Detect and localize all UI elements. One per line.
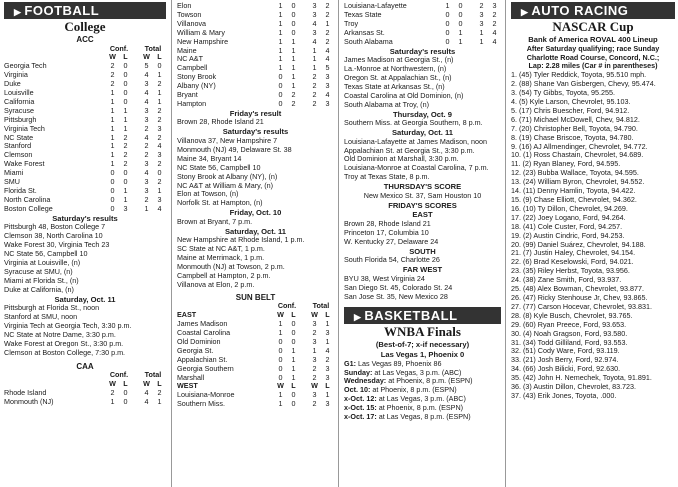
list-item: 15. (9) Chase Elliott, Chevrolet, 94.362. xyxy=(511,195,637,204)
list-item: Stanford at SMU, noon xyxy=(4,312,78,322)
acc-heading: ACC xyxy=(76,35,94,44)
info-line: After Saturday qualifying; race Sunday xyxy=(526,43,660,53)
east-heading: EAST xyxy=(412,210,433,220)
column-1 xyxy=(0,0,170,487)
caa-wl-header: W L W L xyxy=(109,379,162,388)
sunbelt-oct11-heading: Saturday, Oct. 11 xyxy=(391,128,454,138)
list-item: Maine at Merrimack, 1 p.m. xyxy=(177,253,265,263)
list-item: 4. (5) Kyle Larson, Chevrolet, 95.103. xyxy=(511,97,631,107)
standings-row: Georgia St. 0 1 1 4 xyxy=(177,345,330,355)
list-item: 29. (60) Ryan Preece, Ford, 93.653. xyxy=(511,319,627,329)
list-item: Appalachian St. at Georgia St., 3:30 p.m. xyxy=(344,145,475,155)
standings-row: Campbell 1 1 1 5 xyxy=(177,63,330,73)
standings-row: Rhode Island 2 0 4 2 xyxy=(4,387,162,397)
list-item: 19. (2) Austin Cindric, Ford, 94.253. xyxy=(511,230,625,240)
list-item: South Alabama at Troy, (n) xyxy=(344,99,429,109)
list-item: 26. (47) Ricky Stenhouse Jr, Chev, 93.865. xyxy=(511,292,648,302)
list-item: 7. (20) Christopher Bell, Toyota, 94.790. xyxy=(511,123,638,133)
list-item: Syracuse at SMU, (n) xyxy=(4,266,73,276)
list-item: 31. (34) Todd Gilliland, Ford, 93.553. xyxy=(511,337,628,347)
standings-row: Hampton 0 2 2 3 xyxy=(177,98,330,108)
list-item: Villanova at Elon, 2 p.m. xyxy=(177,279,255,289)
standings-row: Louisiana-Monroe 1 0 3 1 xyxy=(177,390,330,400)
starting-lineup xyxy=(511,71,675,401)
standings-row: Boston College 0 3 1 4 xyxy=(4,203,162,213)
standings-row: Virginia 2 0 4 1 xyxy=(4,70,162,80)
sunbelt-west-header: WEST W L W L xyxy=(177,381,330,391)
wnba-finals-heading: WNBA Finals xyxy=(384,324,461,340)
list-item: 9. (16) AJ Allmendinger, Chevrolet, 94.772. xyxy=(511,141,648,151)
list-item: Oct. 10: at Phoenix, 8 p.m. (ESPN) xyxy=(344,385,457,395)
acc-standings xyxy=(4,62,166,213)
list-item: New Mexico St. 37, Sam Houston 10 xyxy=(363,190,482,200)
east-scores xyxy=(344,220,501,247)
acc-schedule xyxy=(4,304,166,357)
standings-row: Maine 1 1 1 4 xyxy=(177,45,330,55)
list-item: 35. (42) John H. Nemechek, Toyota, 91.891. xyxy=(511,373,652,383)
list-item: Elon at Towson, (n) xyxy=(177,189,239,199)
list-item: Brown 28, Rhode Island 21 xyxy=(344,218,431,228)
sunbelt-conf-header: Conf. Total xyxy=(277,301,330,311)
friday-scores-heading: FRIDAY'S SCORES xyxy=(388,200,457,210)
list-item: Virginia at Louisville, (n) xyxy=(4,257,81,267)
list-item: x-Oct. 17: at Las Vegas, 8 p.m. (ESPN) xyxy=(344,412,471,422)
standings-row: South Alabama 0 1 1 4 xyxy=(344,36,497,46)
list-item: Monmouth (NJ) at Towson, 2 p.m. xyxy=(177,262,285,272)
list-item: 18. (41) Cole Custer, Ford, 94.257. xyxy=(511,221,623,231)
standings-row: Stony Brook 0 1 2 3 xyxy=(177,72,330,82)
race-info xyxy=(511,45,675,72)
standings-row: SMU 0 0 3 2 xyxy=(4,177,162,187)
standings-row: Monmouth (NJ) 1 0 4 1 xyxy=(4,396,162,406)
list-item: 30. (4) Noah Gragson, Ford, 93.580. xyxy=(511,328,628,338)
list-item: Pittsburgh 48, Boston College 7 xyxy=(4,222,106,232)
list-item: 34. (66) Josh Bilicki, Ford, 92.630. xyxy=(511,364,621,374)
list-item: 16. (10) Ty Dillon, Chevrolet, 94.269. xyxy=(511,203,628,213)
list-item: San Diego St. 45, Colorado St. 24 xyxy=(344,282,453,292)
standings-row: Clemson 1 2 2 3 xyxy=(4,150,162,160)
caa-oct10-schedule xyxy=(177,218,334,227)
list-item: Monmouth (NJ) 49, Delaware St. 38 xyxy=(177,144,292,154)
standings-row: NC State 1 2 4 2 xyxy=(4,132,162,142)
list-item: Maine 34, Bryant 14 xyxy=(177,153,242,163)
acc-results xyxy=(4,223,166,294)
list-item: Sunday: at Las Vegas, 3 p.m. (ABC) xyxy=(344,367,462,377)
list-item: Wake Forest at Oregon St., 3:30 p.m. xyxy=(4,338,124,348)
list-item: 11. (2) Ryan Blaney, Ford, 94.595. xyxy=(511,159,621,169)
series-note: (Best-of-7; x-if necessary) xyxy=(375,340,470,350)
list-item: 10. (1) Ross Chastain, Chevrolet, 94.689. xyxy=(511,150,644,160)
list-item: 25. (48) Alex Bowman, Chevrolet, 93.877. xyxy=(511,284,645,294)
list-item: 33. (21) Josh Berry, Ford, 92.974. xyxy=(511,355,619,365)
acc-results-heading: Saturday's results xyxy=(52,213,118,223)
standings-row: Southern Miss. 1 0 2 3 xyxy=(177,399,330,409)
list-item: South Florida 54, Charlotte 26 xyxy=(344,255,440,265)
standings-row: Louisiana-Lafayette 1 0 2 3 xyxy=(344,1,497,10)
far-west-scores xyxy=(344,275,501,302)
standings-row: William & Mary 1 0 3 2 xyxy=(177,27,330,37)
caa-oct11-schedule xyxy=(177,236,334,289)
list-item: x-Oct. 15: at Phoenix, 8 p.m. (ESPN) xyxy=(344,403,464,413)
list-item: Wednesday: at Phoenix, 8 p.m. (ESPN) xyxy=(344,376,473,386)
list-item: Southern Miss. at Georgia Southern, 8 p.m. xyxy=(344,118,483,128)
list-item: 2. (88) Shane Van Gisbergen, Chevy, 95.474. xyxy=(511,79,656,89)
standings-row: Albany (NY) 0 1 2 3 xyxy=(177,81,330,91)
acc-conf-header: Conf. Total xyxy=(109,43,162,53)
list-item: Texas State at Arkansas St., (n) xyxy=(344,81,445,91)
list-item: San Jose St. 35, New Mexico 28 xyxy=(344,291,448,301)
standings-row: Georgia Tech 2 0 5 0 xyxy=(4,61,162,71)
far-west-heading: FAR WEST xyxy=(402,265,443,275)
south-scores xyxy=(344,256,501,265)
caa-friday-results xyxy=(177,118,334,127)
triangle-icon: ▶ xyxy=(521,7,529,17)
list-item: Campbell at Hampton, 2 p.m. xyxy=(177,270,271,280)
list-item: La.-Monroe at Northwestern, (n) xyxy=(344,64,447,74)
sunbelt-oct9-heading: Thursday, Oct. 9 xyxy=(393,109,452,119)
list-item: Villanova 37, New Hampshire 7 xyxy=(177,135,278,145)
acc-wl-header: W L W L xyxy=(109,52,162,62)
caa-friday-heading: Friday's result xyxy=(229,108,282,118)
standings-row: James Madison 1 0 3 1 xyxy=(177,319,330,329)
standings-row: Georgia Southern 0 1 2 3 xyxy=(177,363,330,373)
list-item: James Madison at Georgia St., (n) xyxy=(344,55,454,65)
list-item: 13. (24) William Byron, Chevrolet, 94.552. xyxy=(511,177,645,187)
football-section-header: ▶ FOOTBALL xyxy=(4,2,166,19)
list-item: BYU 38, West Virginia 24 xyxy=(344,273,425,283)
list-item: 37. (43) Erik Jones, Toyota, .000. xyxy=(511,390,617,400)
standings-row: Louisville 1 0 4 1 xyxy=(4,88,162,98)
list-item: Clemson at Boston College, 7:30 p.m. xyxy=(4,347,126,357)
list-item: 32. (51) Cody Ware, Ford, 93.119. xyxy=(511,346,620,356)
caa-standings-continued xyxy=(177,2,334,109)
column-divider xyxy=(338,0,339,487)
standings-row: North Carolina 0 1 2 3 xyxy=(4,194,162,204)
sunbelt-oct11-schedule xyxy=(344,138,501,183)
list-item: 12. (23) Bubba Wallace, Toyota, 94.595. xyxy=(511,168,639,178)
list-item: 5. (17) Chris Buescher, Ford, 94.912. xyxy=(511,105,630,115)
standings-row: Miami 0 0 4 0 xyxy=(4,168,162,178)
thursday-score xyxy=(344,192,501,201)
info-line: Charlotte Road Course, Concord, N.C.; xyxy=(526,52,660,62)
list-item: Troy at Texas State, 8 p.m. xyxy=(344,172,430,182)
list-item: Virginia Tech at Georgia Tech, 3:30 p.m. xyxy=(4,320,132,330)
list-item: 17. (22) Joey Logano, Ford, 94.264. xyxy=(511,212,626,222)
college-heading: College xyxy=(64,19,106,34)
south-heading: SOUTH xyxy=(409,246,436,256)
list-item: x-Oct. 12: at Las Vegas, 3 p.m. (ABC) xyxy=(344,394,466,404)
list-item: NC A&T at William & Mary, (n) xyxy=(177,180,273,190)
standings-row: Wake Forest 1 2 3 2 xyxy=(4,159,162,169)
list-item: Brown 28, Rhode Island 21 xyxy=(177,117,264,127)
standings-row: Elon 1 0 3 2 xyxy=(177,1,330,10)
list-item: Louisiana-Monroe at Coastal Carolina, 7 p.m. xyxy=(344,163,489,173)
list-item: 36. (3) Austin Dillon, Chevrolet, 83.723. xyxy=(511,382,637,392)
list-item: Duke at California, (n) xyxy=(4,284,74,294)
caa-saturday-heading: Saturday's results xyxy=(222,127,289,137)
caa-oct10-heading: Friday, Oct. 10 xyxy=(229,208,282,218)
list-item: Clemson 38, North Carolina 10 xyxy=(4,231,103,241)
standings-row: Arkansas St. 0 1 1 4 xyxy=(344,27,497,37)
caa-oct11-heading: Saturday, Oct. 11 xyxy=(224,226,287,236)
list-item: W. Kentucky 27, Delaware 24 xyxy=(344,236,439,246)
triangle-icon: ▶ xyxy=(354,312,362,323)
list-item: 24. (38) Zane Smith, Ford, 93.937. xyxy=(511,275,622,285)
nascar-cup-heading: NASCAR Cup xyxy=(552,19,634,34)
list-item: 8. (19) Chase Briscoe, Toyota, 94.780. xyxy=(511,132,634,142)
list-item: 1. (45) Tyler Reddick, Toyota, 95.510 mph. xyxy=(511,70,647,80)
list-item: Princeton 17, Columbia 10 xyxy=(344,227,429,237)
list-item: NC State 56, Campbell 10 xyxy=(177,162,261,172)
column-divider xyxy=(171,0,172,487)
wnba-schedule xyxy=(344,360,501,422)
thursday-score-heading: THURSDAY'S SCORE xyxy=(383,182,462,192)
sunbelt-east-standings xyxy=(177,320,334,382)
list-item: G1: Las Vegas 89, Phoenix 86 xyxy=(344,358,442,368)
sunbelt-saturday-heading: Saturday's results xyxy=(389,46,456,56)
acc-schedule-heading: Saturday, Oct. 11 xyxy=(54,294,116,304)
list-item: Louisiana-Lafayette at James Madison, noon xyxy=(344,136,488,146)
list-item: 22. (6) Brad Keselowski, Ford, 94.021. xyxy=(511,257,634,267)
list-item: Brown at Bryant, 7 p.m. xyxy=(177,216,253,226)
column-divider xyxy=(505,0,506,487)
standings-row: Marshall 0 1 2 3 xyxy=(177,372,330,382)
sunbelt-saturday-results xyxy=(344,56,501,109)
list-item: Oregon St. at Appalachian St., (n) xyxy=(344,72,452,82)
caa-standings xyxy=(4,389,166,407)
list-item: 27. (77) Carson Hocevar, Chevrolet, 93.831. xyxy=(511,301,653,311)
standings-row: Stanford 1 2 2 4 xyxy=(4,141,162,151)
list-item: Wake Forest 30, Virginia Tech 23 xyxy=(4,240,110,250)
info-line: Lap: 2.28 miles (Car # in parentheses) xyxy=(528,61,658,71)
list-item: 21. (7) Justin Haley, Chevrolet, 94.154. xyxy=(511,248,636,258)
caa-conf-header: Conf. Total xyxy=(109,370,162,380)
standings-row: Virginia Tech 1 1 2 3 xyxy=(4,123,162,133)
standings-row: Appalachian St. 0 1 3 2 xyxy=(177,354,330,364)
sunbelt-west-standings xyxy=(177,391,334,409)
list-item: NC State 56, Campbell 10 xyxy=(4,249,88,259)
list-item: Coastal Carolina at Old Dominion, (n) xyxy=(344,90,464,100)
column-2 xyxy=(174,0,337,487)
standings-row: New Hampshire 1 1 4 2 xyxy=(177,36,330,46)
sunbelt-standings-continued xyxy=(344,2,501,47)
triangle-icon: ▶ xyxy=(14,7,22,17)
auto-racing-section-header: ▶ AUTO RACING xyxy=(511,2,675,19)
standings-row: Syracuse 1 1 3 2 xyxy=(4,105,162,115)
list-item: 23. (35) Riley Herbst, Toyota, 93.956. xyxy=(511,266,630,276)
series-lead: Las Vegas 1, Phoenix 0 xyxy=(380,350,465,359)
sunbelt-oct9-schedule xyxy=(344,119,501,128)
list-item: 20. (99) Daniel Suárez, Chevrolet, 94.188. xyxy=(511,239,646,249)
standings-row: Villanova 1 0 4 1 xyxy=(177,18,330,28)
standings-row: Duke 2 0 3 2 xyxy=(4,79,162,89)
column-3 xyxy=(341,0,504,487)
list-item: Miami at Florida St., (n) xyxy=(4,275,79,285)
standings-row: Towson 1 0 3 2 xyxy=(177,9,330,19)
standings-row: California 1 0 4 1 xyxy=(4,96,162,106)
standings-row: NC A&T 1 1 1 4 xyxy=(177,54,330,64)
list-item: Stony Brook at Albany (NY), (n) xyxy=(177,171,278,181)
standings-row: Coastal Carolina 1 0 2 3 xyxy=(177,327,330,337)
list-item: NC State at Notre Dame, 3:30 p.m. xyxy=(4,329,116,339)
standings-row: Bryant 0 2 2 4 xyxy=(177,90,330,100)
standings-row: Troy 0 0 3 2 xyxy=(344,18,497,28)
standings-row: Pittsburgh 1 1 3 2 xyxy=(4,114,162,124)
caa-heading: CAA xyxy=(76,361,94,371)
list-item: 3. (54) Ty Gibbs, Toyota, 95.255. xyxy=(511,88,616,98)
list-item: Old Dominion at Marshall, 3:30 p.m. xyxy=(344,154,459,164)
standings-row: Texas State 0 0 3 2 xyxy=(344,9,497,19)
list-item: 14. (11) Denny Hamlin, Toyota, 94.422. xyxy=(511,186,636,196)
list-item: Pittsburgh at Florida St., noon xyxy=(4,303,100,313)
sunbelt-east-header: EAST W L W L xyxy=(177,310,330,320)
race-name: Bank of America ROVAL 400 Lineup xyxy=(528,35,658,44)
caa-saturday-results xyxy=(177,137,334,208)
standings-row: Florida St. 0 1 3 1 xyxy=(4,186,162,195)
list-item: Norfolk St. at Hampton, (n) xyxy=(177,198,263,208)
list-item: New Hampshire at Rhode Island, 1 p.m. xyxy=(177,235,305,245)
basketball-section-header: ▶ BASKETBALL xyxy=(344,307,501,324)
list-item: 28. (8) Kyle Busch, Chevrolet, 93.765. xyxy=(511,310,633,320)
list-item: SC State at NC A&T, 1 p.m. xyxy=(177,244,265,254)
sunbelt-heading: SUN BELT xyxy=(235,292,276,302)
standings-row: Old Dominion 0 0 3 1 xyxy=(177,336,330,346)
column-4 xyxy=(508,0,678,487)
list-item: 6. (71) Michael McDowell, Chev, 94.812. xyxy=(511,114,640,124)
